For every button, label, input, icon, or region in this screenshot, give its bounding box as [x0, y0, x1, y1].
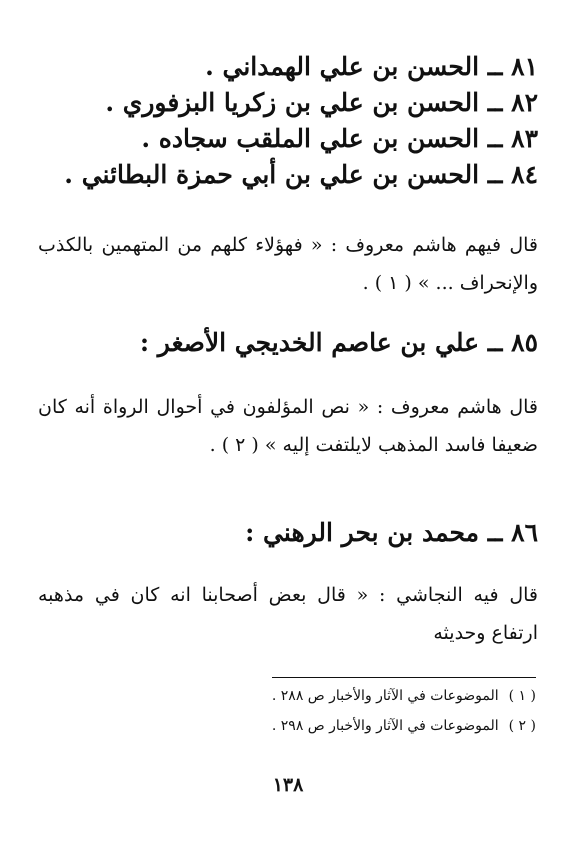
footnote-text: الموضوعات في الآثار والأخبار ص ٢٨٨ .	[271, 688, 499, 704]
entry-85-heading: ٨٥ ــ علي بن عاصم الخديجي الأصغر :	[139, 328, 538, 357]
page-number: ١٣٨	[272, 774, 304, 796]
entry-83: ٨٣ ــ الحسن بن علي الملقب سجاده .	[141, 124, 538, 153]
footnote-text: الموضوعات في الآثار والأخبار ص ٢٩٨ .	[271, 718, 499, 734]
paragraph-hashem-quote-1: قال فيهم هاشم معروف : « فهؤلاء كلهم من المتهمين بالكذب والإنحراف ... » ( ١ ) .	[38, 234, 538, 294]
paragraph-hashem-quote-2: قال هاشم معروف : « نص المؤلفون في أحوال الرواة أنه كان ضعيفا فاسد المذهب لايلتفت إليه » ( ٢ ) .	[38, 396, 538, 456]
footnote-mark: ( ١ )	[508, 688, 536, 704]
footnote-mark: ( ٢ )	[508, 718, 536, 734]
footnote-divider	[272, 677, 536, 678]
entry-84: ٨٤ ــ الحسن بن علي بن أبي حمزة البطائني .	[64, 160, 538, 189]
entry-86-heading: ٨٦ ــ محمد بن بحر الرهني :	[245, 518, 538, 547]
entry-82: ٨٢ ــ الحسن بن علي بن زكريا البزفوري .	[105, 88, 538, 117]
entry-81: ٨١ ــ الحسن بن علي الهمداني .	[205, 52, 538, 81]
footnote-2	[40, 718, 536, 735]
footnote-1	[40, 688, 536, 705]
paragraph-najashi-quote: قال فيه النجاشي : « قال بعض أصحابنا انه كان في مذهبه ارتفاع وحديثه	[38, 584, 539, 644]
